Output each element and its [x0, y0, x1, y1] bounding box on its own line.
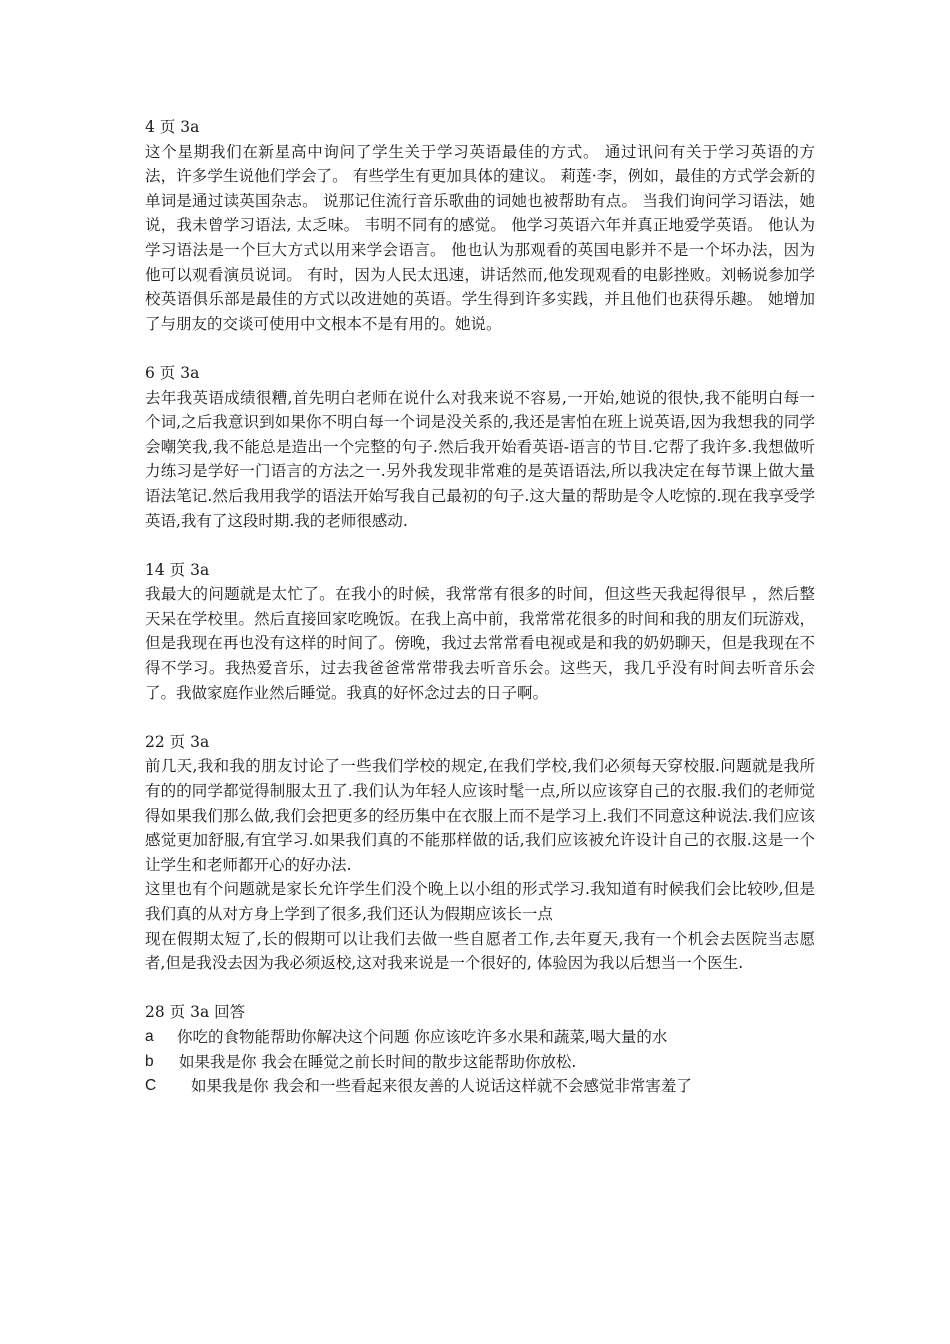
section-heading: 28 页 3a 回答 — [145, 1003, 246, 1022]
section-heading: 6 页 3a — [145, 363, 200, 382]
answer-text: 如果我是你 我会在睡觉之前长时间的散步这能帮助你放松. — [179, 1052, 577, 1071]
answer-key: b — [145, 1052, 154, 1070]
section-heading: 14 页 3a — [145, 560, 210, 579]
answer-list — [145, 1025, 815, 1099]
section-heading: 22 页 3a — [145, 732, 210, 751]
section-paragraph: 前几天,我和我的朋友讨论了一些我们学校的规定,在我们学校,我们必须每天穿校服.问题就是我所有的的同学都觉得制服太丑了.我们认为年轻人应该时髦一点,所以应该穿自己的衣服.我们的老师觉得如果我们那么做,我们会把更多的经历集中在衣服上而不是学习上.我们不同意这种说法.我们应该感觉更加舒服,有宜学习.如果我们真的不能那样做的话,我们应该被允许设计自己的衣服.这是一个让学生和老师都开心的好办法. — [145, 757, 815, 874]
answer-item-c — [145, 1074, 815, 1099]
answer-key: C — [145, 1077, 157, 1095]
section-page-14 — [145, 558, 815, 706]
section-heading: 4 页 3a — [145, 118, 200, 136]
document-page — [145, 115, 815, 1123]
answer-item-b — [145, 1050, 815, 1075]
section-paragraph: 这里也有个问题就是家长允许学生们没个晚上以小组的形式学习.我知道有时候我们会比较吵,但是我们真的从对方身上学到了很多,我们还认为假期应该长一点 — [145, 880, 815, 923]
section-page-28-answers — [145, 1000, 815, 1098]
section-page-4 — [145, 115, 815, 336]
section-page-6 — [145, 361, 815, 533]
section-paragraph: 我最大的问题就是太忙了。在我小的时候，我常常有很多的时间，但这些天我起得很早 ，然后整天呆在学校里。然后直接回家吃晚饭。在我上高中前，我常常花很多的时间和我的朋友们玩游戏，但是我现在再也没有这样的时间了。傍晚，我过去常常看电视或是和我的奶奶聊天，但是我现在不得不学习。我热爱音乐，过去我爸爸常常带我去听音乐会。这些天，我几乎没有时间去听音乐会了。我做家庭作业然后睡觉。我真的好怀念过去的日子啊。 — [145, 585, 815, 702]
answer-text: 你吃的食物能帮助你解决这个问题 你应该吃许多水果和蔬菜,喝大量的水 — [177, 1027, 668, 1046]
section-page-22 — [145, 730, 815, 976]
answer-key: a — [145, 1027, 154, 1045]
answer-item-a — [145, 1025, 815, 1050]
answer-text: 如果我是你 我会和一些看起来很友善的人说话这样就不会感觉非常害羞了 — [191, 1077, 692, 1096]
section-paragraph: 去年我英语成绩很糟,首先明白老师在说什么对我来说不容易,一开始,她说的很快,我不能明白每一个词,之后我意识到如果你不明白每一个词是没关系的,我还是害怕在班上说英语,因为我想我的同学会嘲笑我,我不能总是造出一个完整的句子.然后我开始看英语-语言的节目.它帮了我许多.我想做听力练习是学好一门语言的方法之一.另外我发现非常难的是英语语法,所以我决定在每节课上做大量语法笔记.然后我用我学的语法开始写我自己最初的句子.这大量的帮助是令人吃惊的.现在我享受学英语,我有了这段时期.我的老师很感动. — [145, 388, 815, 530]
section-paragraph: 现在假期太短了,长的假期可以让我们去做一些自愿者工作,去年夏天,我有一个机会去医院当志愿者,但是我没去因为我必须返校,这对我来说是一个很好的, 体验因为我以后想当一个医生. — [145, 929, 815, 973]
section-paragraph: 这个星期我们在新星高中询问了学生关于学习英语最佳的方式。 通过讯问有关于学习英语的方法，许多学生说他们学会了。 有些学生有更加具体的建议。 莉莲·李，例如，最佳的方式学会新的单词是通过读英国杂志。 说那记住流行音乐歌曲的词她也被帮助有点。 当我们询问学习语法，她说，我未曾学习语法, 太乏味。 韦明不同有的感觉。 他学习英语六年并真正地爱学英语。 他认为学习语法是一个巨大方式以用来学会语言。 他也认为那观看的英国电影并不是一个坏办法，因为他可以观看演员说词。 有时，因为人民太迅速，讲话然而,他发现观看的电影挫败。刘畅说参加学校英语俱乐部是最佳的方式以改进她的英语。学生得到许多实践，并且他们也获得乐趣。 她增加了与朋友的交谈可使用中文根本不是有用的。她说。 — [145, 142, 815, 333]
